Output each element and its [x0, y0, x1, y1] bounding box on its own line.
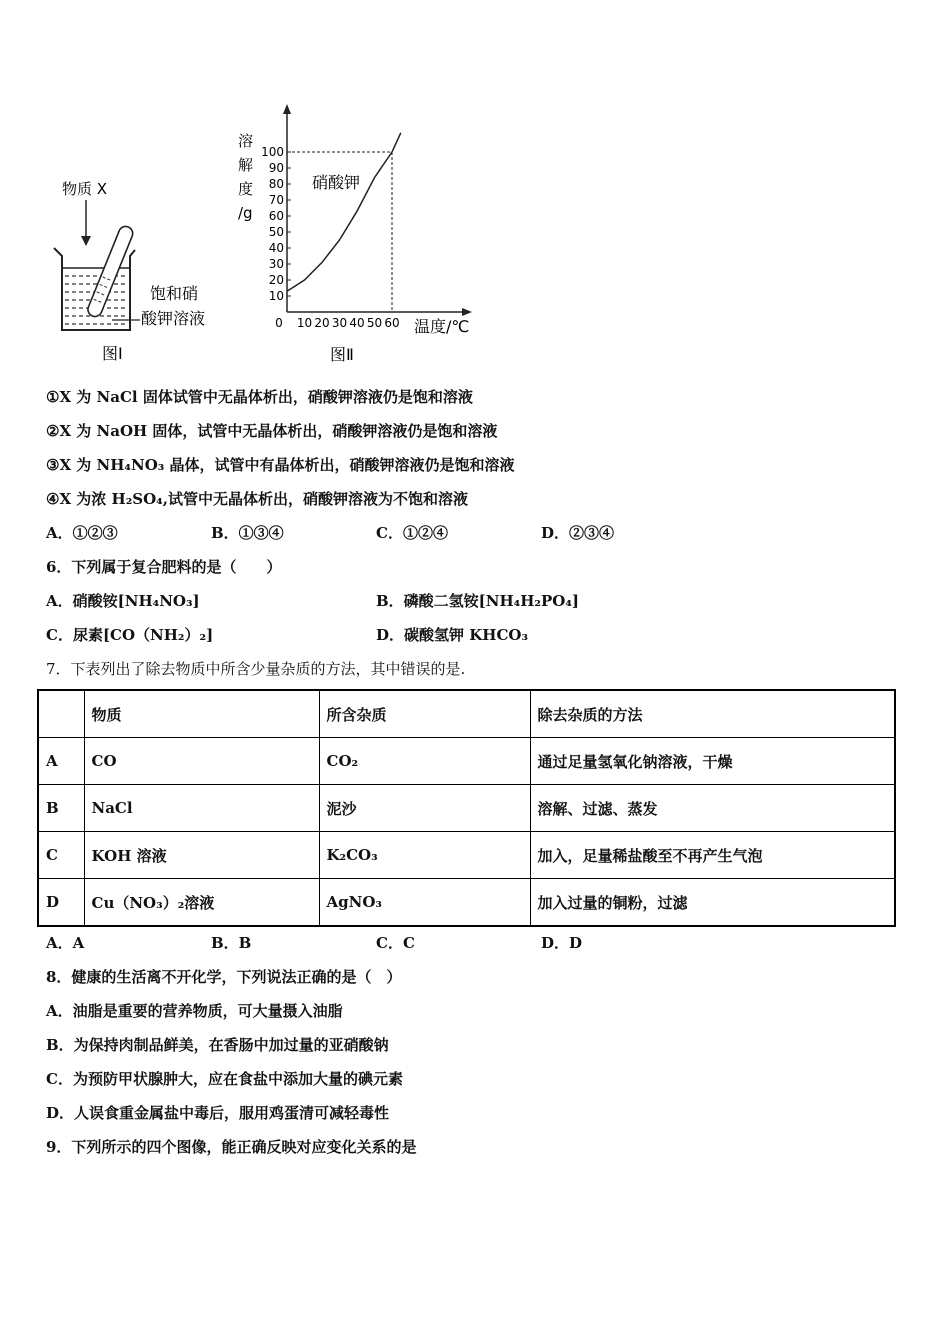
q6-option-b: B．磷酸二氢铵[NH₄H₂PO₄] [376, 592, 579, 610]
series-line-kno3 [287, 133, 401, 291]
solution-label-1: 饱和硝 [150, 284, 199, 303]
q6-option-a: A．硝酸铵[NH₄NO₃] [46, 592, 200, 610]
table-cell: 溶解、过滤、蒸发 [530, 785, 895, 832]
x-axis-label: 温度/℃ [414, 317, 470, 336]
x-tick-label: 20 [314, 316, 330, 330]
x-axis-arrow [462, 308, 472, 316]
table-cell: A [38, 738, 84, 785]
table-cell: D [38, 879, 84, 927]
test-tube [86, 224, 135, 318]
statement-3: ③X 为 NH₄NO₃ 晶体，试管中有晶体析出，硝酸钾溶液仍是饱和溶液 [46, 456, 515, 474]
q9-stem: 9．下列所示的四个图像，能正确反映对应变化关系的是 [46, 1138, 417, 1156]
y-tick-label: 10 [268, 289, 284, 303]
q8-option-c: C．为预防甲状腺肿大，应在食盐中添加大量的碘元素 [46, 1070, 403, 1088]
table-cell: AgNO₃ [319, 879, 530, 927]
impurity-table [37, 689, 896, 927]
q5-option-d: D．②③④ [541, 524, 615, 542]
table-cell: NaCl [84, 785, 319, 832]
y-tick-label: 70 [268, 193, 284, 207]
table-header-cell: 物质 [84, 690, 319, 738]
q8-option-b: B．为保持肉制品鲜美，在香肠中加过量的亚硝酸钠 [46, 1036, 389, 1054]
q6-option-c: C．尿素[CO（NH₂）₂] [46, 626, 214, 644]
table-row [38, 879, 895, 927]
y-tick-label: 50 [268, 225, 284, 239]
table-cell: C [38, 832, 84, 879]
q5-option-a: A．①②③ [46, 524, 118, 542]
q7-option-b: B．B [211, 934, 252, 952]
table-cell: 加入过量的铜粉，过滤 [530, 879, 895, 927]
table-header-cell: 除去杂质的方法 [530, 690, 895, 738]
table-row [38, 738, 895, 785]
table-cell: 通过足量氢氧化钠溶液，干燥 [530, 738, 895, 785]
y-tick-label: 100 [261, 145, 284, 159]
figure2-caption: 图Ⅱ [330, 345, 354, 364]
q8-option-a: A．油脂是重要的营养物质，可大量摄入油脂 [46, 1002, 343, 1020]
y-tick-label: 40 [268, 241, 284, 255]
y-tick-label: 90 [268, 161, 284, 175]
statement-2: ②X 为 NaOH 固体，试管中无晶体析出，硝酸钾溶液仍是饱和溶液 [46, 422, 498, 440]
y-axis-label [238, 132, 253, 222]
table-cell: K₂CO₃ [319, 832, 530, 879]
y-tick-label: 30 [268, 257, 284, 271]
x-tick-label: 0 [275, 316, 283, 330]
figure1-caption: 图Ⅰ [102, 344, 123, 363]
x-tick-label: 60 [384, 316, 400, 330]
q7-option-a: A．A [46, 934, 85, 952]
y-label-char: 度 [238, 180, 254, 198]
y-tick-label: 80 [268, 177, 284, 191]
solubility-chart [230, 100, 480, 368]
statement-4: ④X 为浓 H₂SO₄,试管中无晶体析出，硝酸钾溶液为不饱和溶液 [46, 490, 468, 508]
y-axis-arrow [283, 104, 291, 114]
solution-label-2: 酸钾溶液 [141, 309, 206, 328]
figure-beaker [40, 170, 230, 365]
x-tick-label: 30 [331, 316, 348, 330]
table-header-row [38, 690, 895, 738]
table-cell: B [38, 785, 84, 832]
y-label-char: 解 [238, 156, 254, 174]
q5-option-c: C．①②④ [376, 524, 448, 542]
x-tick-label: 10 [296, 316, 313, 330]
table-cell: 加入，足量稀盐酸至不再产生气泡 [530, 832, 895, 879]
table-row [38, 785, 895, 832]
x-tick-label: 40 [349, 316, 365, 330]
y-label-char: /g [238, 204, 253, 222]
y-tick-label: 60 [268, 209, 284, 223]
table-cell: 泥沙 [319, 785, 530, 832]
q8-stem: 8．健康的生活离不开化学，下列说法正确的是（ ） [46, 968, 402, 986]
q6-option-d: D．碳酸氢钾 KHCO₃ [376, 626, 529, 644]
y-label-char: 溶 [238, 132, 254, 150]
table-cell: KOH 溶液 [84, 832, 319, 879]
arrow-head [81, 236, 91, 246]
q7-option-d: D．D [541, 934, 583, 952]
q5-option-b: B．①③④ [211, 524, 284, 542]
y-tick-label: 20 [268, 273, 284, 287]
q7-option-c: C．C [376, 934, 415, 952]
q6-stem: 6．下列属于复合肥料的是（ ） [46, 558, 282, 576]
table-row [38, 832, 895, 879]
x-tick-label: 50 [366, 316, 383, 330]
q7-stem: 7．下表列出了除去物质中所含少量杂质的方法，其中错误的是. [46, 660, 466, 678]
table-cell: CO [84, 738, 319, 785]
table-header-cell [38, 690, 84, 738]
q8-option-d: D．人误食重金属盐中毒后，服用鸡蛋清可减轻毒性 [46, 1104, 390, 1122]
table-header-cell: 所含杂质 [319, 690, 530, 738]
table-cell: CO₂ [319, 738, 530, 785]
table-cell: Cu（NO₃）₂溶液 [84, 879, 319, 927]
series-label: 硝酸钾 [312, 173, 361, 192]
substance-x-label: 物质 X [62, 180, 108, 198]
statement-1: ①X 为 NaCl 固体试管中无晶体析出，硝酸钾溶液仍是饱和溶液 [46, 388, 473, 406]
